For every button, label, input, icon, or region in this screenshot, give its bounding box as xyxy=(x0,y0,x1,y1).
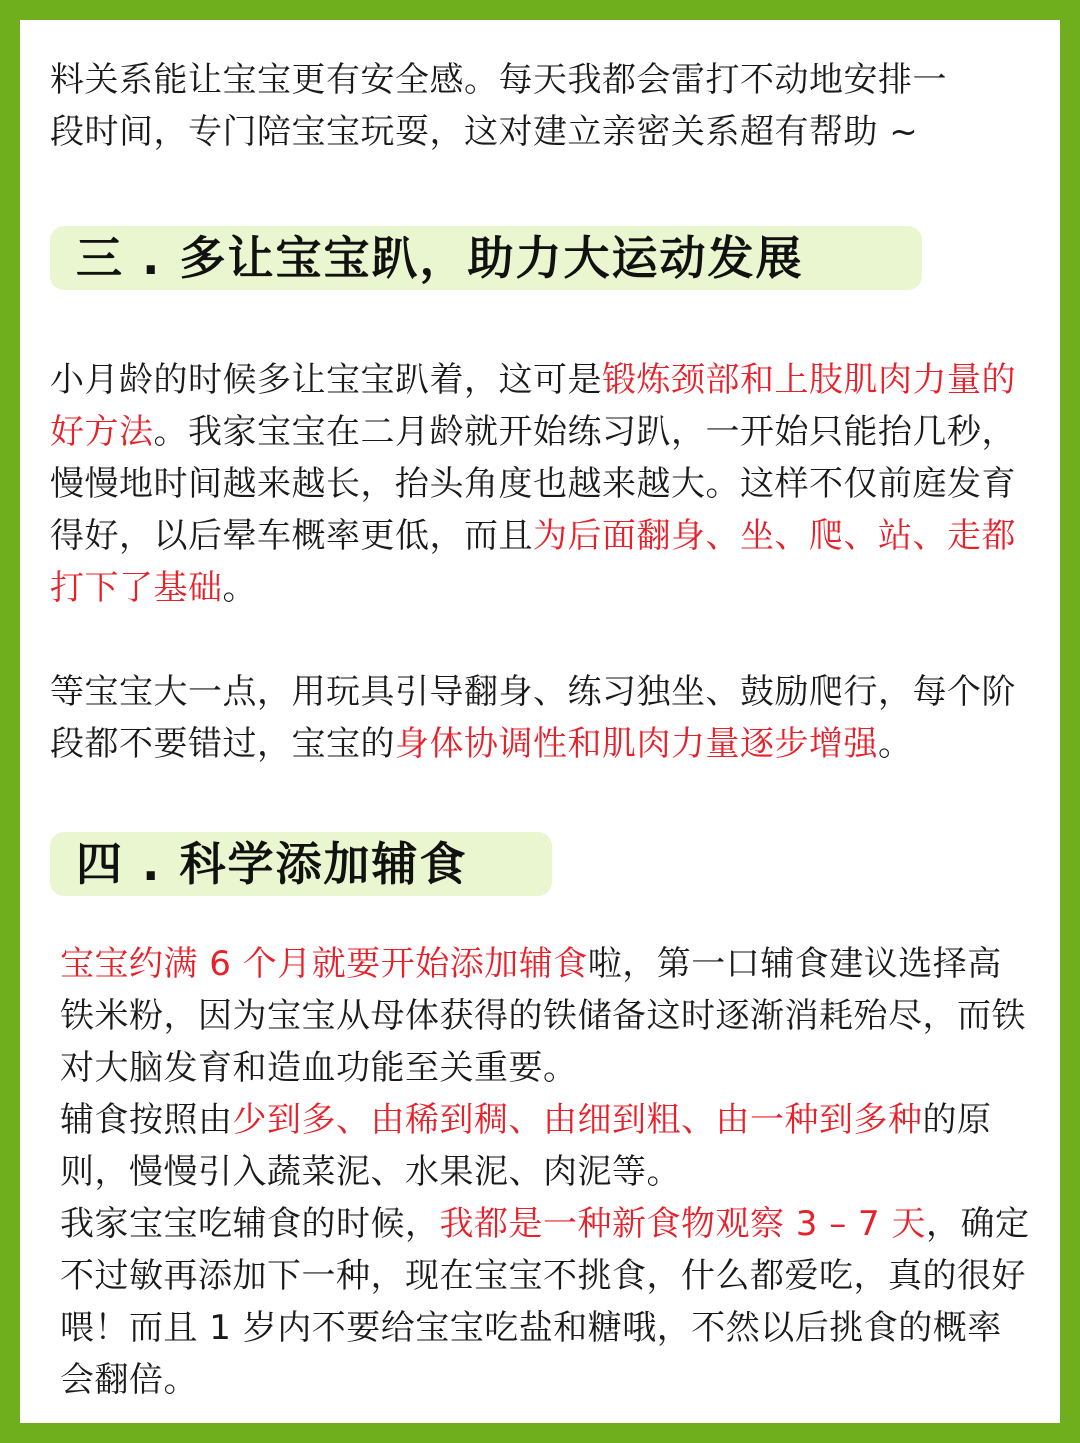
section-3-paragraph-2 xyxy=(50,666,1040,770)
section-4-paragraph-2 xyxy=(60,1094,1035,1198)
section-4-heading: 四 . 科学添加辅食 xyxy=(76,837,468,891)
text-run: 啦，第一口辅食建议选择高铁米粉，因为宝宝从母体获得的铁储备这时逐渐消耗殆尽，而铁对大脑发育和造血功能至关重要。 xyxy=(60,944,1026,1088)
text-run: 。 xyxy=(222,568,257,608)
highlight-text: 为后面翻身、坐、爬、站、走都打下了基础 xyxy=(50,516,1016,608)
text-run: 。 xyxy=(878,724,913,764)
section-4-paragraph-1 xyxy=(60,938,1035,1094)
text-run: 。我家宝宝在二月龄就开始练习趴，一开始只能抬几秒，慢慢地时间越来越长，抬头角度也越来越大。这样不仅前庭发育得好，以后晕车概率更低，而且 xyxy=(50,412,1016,556)
highlight-text: 身体协调性和肌肉力量逐步增强 xyxy=(395,724,878,764)
highlight-text: 我都是一种新食物观察 3 – 7 天 xyxy=(439,1204,926,1244)
text-run: 我家宝宝吃辅食的时候， xyxy=(60,1204,440,1244)
section-3-heading: 三 . 多让宝宝趴，助力大运动发展 xyxy=(76,231,804,285)
section-4-paragraph-3 xyxy=(60,1198,1035,1406)
section-3-paragraph-1 xyxy=(50,354,1040,614)
section-4-heading-box xyxy=(50,832,552,896)
highlight-text: 少到多、由稀到稠、由细到粗、由一种到多种 xyxy=(232,1100,923,1140)
article-page xyxy=(20,20,1060,1423)
text-run: ，确定不过敏再添加下一种，现在宝宝不挑食，什么都爱吃，真的很好喂！而且 1 岁内不要给宝宝吃盐和糖哦，不然以后挑食的概率会翻倍。 xyxy=(60,1204,1030,1400)
text-run: 等宝宝大一点，用玩具引导翻身、练习独坐、鼓励爬行，每个阶段都不要错过，宝宝的 xyxy=(50,672,1016,764)
intro-line: 段时间，专门陪宝宝玩耍，这对建立亲密关系超有帮助 ~ xyxy=(50,112,919,152)
intro-paragraph xyxy=(50,54,1040,158)
highlight-text: 锻炼颈部和上肢肌肉力量的好方法 xyxy=(50,360,1016,452)
text-run: 辅食按照由 xyxy=(60,1100,233,1140)
text-run: 小月龄的时候多让宝宝趴着，这可是 xyxy=(50,360,602,400)
section-4-body xyxy=(60,938,1035,1406)
section-3-heading-box xyxy=(50,226,922,290)
intro-line: 料关系能让宝宝更有安全感。每天我都会雷打不动地安排一 xyxy=(50,60,947,100)
highlight-text: 宝宝约满 6 个月就要开始添加辅食 xyxy=(60,944,588,984)
text-run: 的原则，慢慢引入蔬菜泥、水果泥、肉泥等。 xyxy=(60,1100,992,1192)
